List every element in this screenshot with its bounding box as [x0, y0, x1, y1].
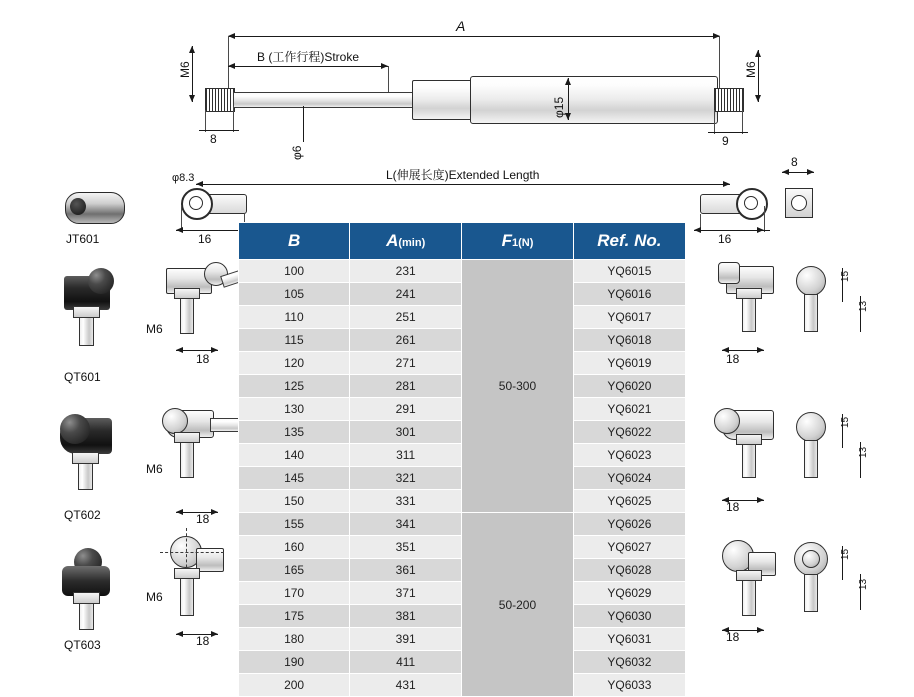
right-qt602-nut [736, 434, 762, 445]
right-qt601-dim13-label: 13 [858, 300, 869, 312]
header-b [239, 223, 350, 260]
qt602-photo-ball [60, 414, 90, 444]
cell-b: 150 [239, 490, 350, 513]
cell-ref: YQ6022 [573, 421, 685, 444]
dim-arrow-m6-left-top [189, 46, 195, 53]
qt601-photo-nut [73, 306, 100, 318]
dim-arrow-stroke-left [228, 63, 235, 69]
cell-ref: YQ6029 [573, 582, 685, 605]
cell-ref: YQ6018 [573, 329, 685, 352]
qt601-dim-arrow-left [176, 347, 183, 353]
right-qt602-endview [796, 412, 826, 442]
dim-arrow-a-left [228, 33, 235, 39]
cell-b: 130 [239, 398, 350, 421]
cell-b: 140 [239, 444, 350, 467]
header-ref [573, 223, 685, 260]
cell-b: 125 [239, 375, 350, 398]
dim-line-stroke [228, 66, 388, 67]
right-qt603-endview-stud [804, 574, 818, 612]
cell-b: 120 [239, 352, 350, 375]
cell-a: 391 [350, 628, 462, 651]
cell-b: 170 [239, 582, 350, 605]
cell-a: 381 [350, 605, 462, 628]
dim-label-l: L(伸展长度)Extended Length [386, 168, 540, 182]
right-qt603-endview-hole [802, 550, 820, 568]
cell-ref: YQ6017 [573, 306, 685, 329]
cell-a: 291 [350, 398, 462, 421]
cell-a: 271 [350, 352, 462, 375]
ext-line-9-right [742, 110, 743, 134]
qt602-drawing-nut [174, 432, 200, 443]
ext-line-9-left [714, 110, 715, 134]
qt602-dim-arrow-left [176, 509, 183, 515]
cell-b: 105 [239, 283, 350, 306]
cell-ref: YQ6023 [573, 444, 685, 467]
cell-a: 361 [350, 559, 462, 582]
cell-b: 175 [239, 605, 350, 628]
qt601-dim-label: 18 [196, 352, 210, 366]
right-qt602-dim-label: 18 [726, 500, 740, 514]
dim-label-a: A [456, 18, 466, 34]
ext-line-a-right [719, 36, 720, 88]
header-f [462, 223, 574, 260]
eyelet-end-view-hole [791, 195, 807, 211]
cylinder-tube [470, 76, 718, 124]
cell-a: 261 [350, 329, 462, 352]
cell-ref: YQ6025 [573, 490, 685, 513]
dim-arrow-tube-dia-top [565, 78, 571, 85]
cell-force: 50-300 [462, 260, 574, 513]
qt602-drawing-ball-socket [162, 408, 188, 434]
right-qt601-joint [718, 262, 740, 284]
table-row [239, 260, 686, 283]
cell-b: 190 [239, 651, 350, 674]
cell-a: 411 [350, 651, 462, 674]
qt603-drawing-nut [174, 568, 200, 579]
right-qt601-nut [736, 288, 762, 299]
right-eyelet [690, 186, 770, 220]
cell-ref: YQ6021 [573, 398, 685, 421]
dim-arrow-16-right-a [694, 227, 701, 233]
right-qt603-nut [736, 570, 762, 581]
right-qt602-socket [714, 408, 740, 434]
dim-arrow-16-right-b [757, 227, 764, 233]
cell-a: 331 [350, 490, 462, 513]
header-f-label: F [501, 231, 512, 250]
qt601-dim-arrow-right [211, 347, 218, 353]
dim-arrow-16-left-a [176, 227, 183, 233]
specification-table [238, 222, 686, 697]
header-b-label: B [287, 231, 301, 250]
accessory-label-qt602: QT602 [64, 508, 101, 522]
ext-line-8-left [205, 110, 206, 132]
left-thread-end [205, 88, 235, 112]
cell-ref: YQ6031 [573, 628, 685, 651]
cell-ref: YQ6024 [573, 467, 685, 490]
dim-line-8 [199, 130, 239, 131]
dim-label-9: 9 [722, 134, 729, 148]
cell-ref: YQ6026 [573, 513, 685, 536]
dim-label-stroke: B (工作行程)Stroke [257, 50, 360, 64]
qt601-photo-ball [88, 268, 114, 294]
cell-ref: YQ6027 [573, 536, 685, 559]
cell-a: 241 [350, 283, 462, 306]
ext-line-16-right-b [764, 206, 765, 232]
qt603-dim-arrow-left [176, 631, 183, 637]
qt603-center-line-h [160, 552, 224, 553]
dim-label-rod-dia: φ6 [290, 145, 304, 160]
header-f-sub: 1(N) [511, 237, 534, 249]
header-a [350, 223, 462, 260]
dim-line-a [228, 36, 720, 37]
cell-ref: YQ6028 [573, 559, 685, 582]
right-qt602-dim13-label: 13 [858, 446, 869, 458]
right-qt601-endview [796, 266, 826, 296]
cell-b: 110 [239, 306, 350, 329]
header-ref-label: Ref. No. [597, 231, 662, 250]
piston-rod [233, 92, 414, 108]
dim-label-16-right: 16 [718, 232, 732, 246]
ext-line-8-right [233, 106, 234, 132]
right-qt601-dim-arrow-right [757, 347, 764, 353]
right-qt602-endview-stud [804, 440, 818, 478]
cell-b: 155 [239, 513, 350, 536]
qt602-photo-nut [72, 452, 99, 464]
qt602-thread-label: M6 [146, 462, 163, 476]
dim-line-l [196, 184, 730, 185]
qt603-dim-label: 18 [196, 634, 210, 648]
cell-b: 145 [239, 467, 350, 490]
header-a-label: A [386, 231, 399, 250]
qt603-photo-nut [73, 592, 100, 604]
qt602-dim-arrow-right [211, 509, 218, 515]
right-thread-end [714, 88, 744, 112]
cell-a: 301 [350, 421, 462, 444]
cell-a: 351 [350, 536, 462, 559]
qt603-dim-arrow-right [211, 631, 218, 637]
right-qt603-dim15-label: 15 [840, 548, 851, 560]
right-qt601-dim-label: 18 [726, 352, 740, 366]
dim-label-eye-hole: φ8.3 [172, 172, 195, 184]
dim-label-8: 8 [210, 132, 217, 146]
cell-a: 281 [350, 375, 462, 398]
cell-a: 251 [350, 306, 462, 329]
cell-ref: YQ6032 [573, 651, 685, 674]
dim-arrow-8-width-left [782, 169, 789, 175]
right-qt603-dim13-label: 13 [858, 578, 869, 590]
right-qt603-dim-arrow-right [757, 627, 764, 633]
header-a-sub: (min) [398, 237, 426, 249]
cell-a: 341 [350, 513, 462, 536]
right-qt601-endview-stud [804, 294, 818, 332]
right-qt601-dim15-label: 15 [840, 270, 851, 282]
dim-label-8-width: 8 [791, 155, 798, 169]
qt601-thread-label: M6 [146, 322, 163, 336]
jt601-photo-bore [70, 198, 86, 215]
right-qt602-dim15-label: 15 [840, 416, 851, 428]
accessory-label-jt601: JT601 [66, 232, 100, 246]
cell-b: 160 [239, 536, 350, 559]
table-header-row [239, 223, 686, 260]
right-qt602-dim-arrow-right [757, 497, 764, 503]
cell-b: 165 [239, 559, 350, 582]
qt601-drawing-nut [174, 288, 200, 299]
cell-a: 321 [350, 467, 462, 490]
dim-label-tube-dia: φ15 [552, 96, 566, 118]
thread-label-right: M6 [744, 61, 758, 78]
cell-b: 115 [239, 329, 350, 352]
dim-label-16-left: 16 [198, 232, 212, 246]
dim-arrow-8-width-right [807, 169, 814, 175]
cell-a: 311 [350, 444, 462, 467]
qt603-thread-label: M6 [146, 590, 163, 604]
dim-arrow-m6-right-bottom [755, 95, 761, 102]
cell-ref: YQ6033 [573, 674, 685, 697]
dim-line-9 [708, 132, 748, 133]
cell-a: 371 [350, 582, 462, 605]
cell-force: 50-200 [462, 513, 574, 697]
table-row [239, 513, 686, 536]
cell-ref: YQ6019 [573, 352, 685, 375]
cell-a: 431 [350, 674, 462, 697]
accessory-label-qt603: QT603 [64, 638, 101, 652]
cylinder-shoulder [412, 80, 474, 120]
qt602-dim-label: 18 [196, 512, 210, 526]
dim-arrow-m6-left-bottom [189, 95, 195, 102]
dim-arrow-m6-right-top [755, 50, 761, 57]
thread-label-left: M6 [178, 61, 192, 78]
dim-arrow-stroke-right [381, 63, 388, 69]
cell-ref: YQ6020 [573, 375, 685, 398]
right-qt603-dim-label: 18 [726, 630, 740, 644]
accessory-label-qt601: QT601 [64, 370, 101, 384]
left-eyelet [175, 186, 255, 220]
cell-b: 135 [239, 421, 350, 444]
cell-ref: YQ6030 [573, 605, 685, 628]
leader-rod-dia [303, 106, 304, 142]
table-body [239, 260, 686, 697]
cell-ref: YQ6016 [573, 283, 685, 306]
cell-b: 180 [239, 628, 350, 651]
cell-a: 231 [350, 260, 462, 283]
dim-line-m6-left [192, 46, 193, 102]
cell-b: 200 [239, 674, 350, 697]
cell-b: 100 [239, 260, 350, 283]
cell-ref: YQ6015 [573, 260, 685, 283]
